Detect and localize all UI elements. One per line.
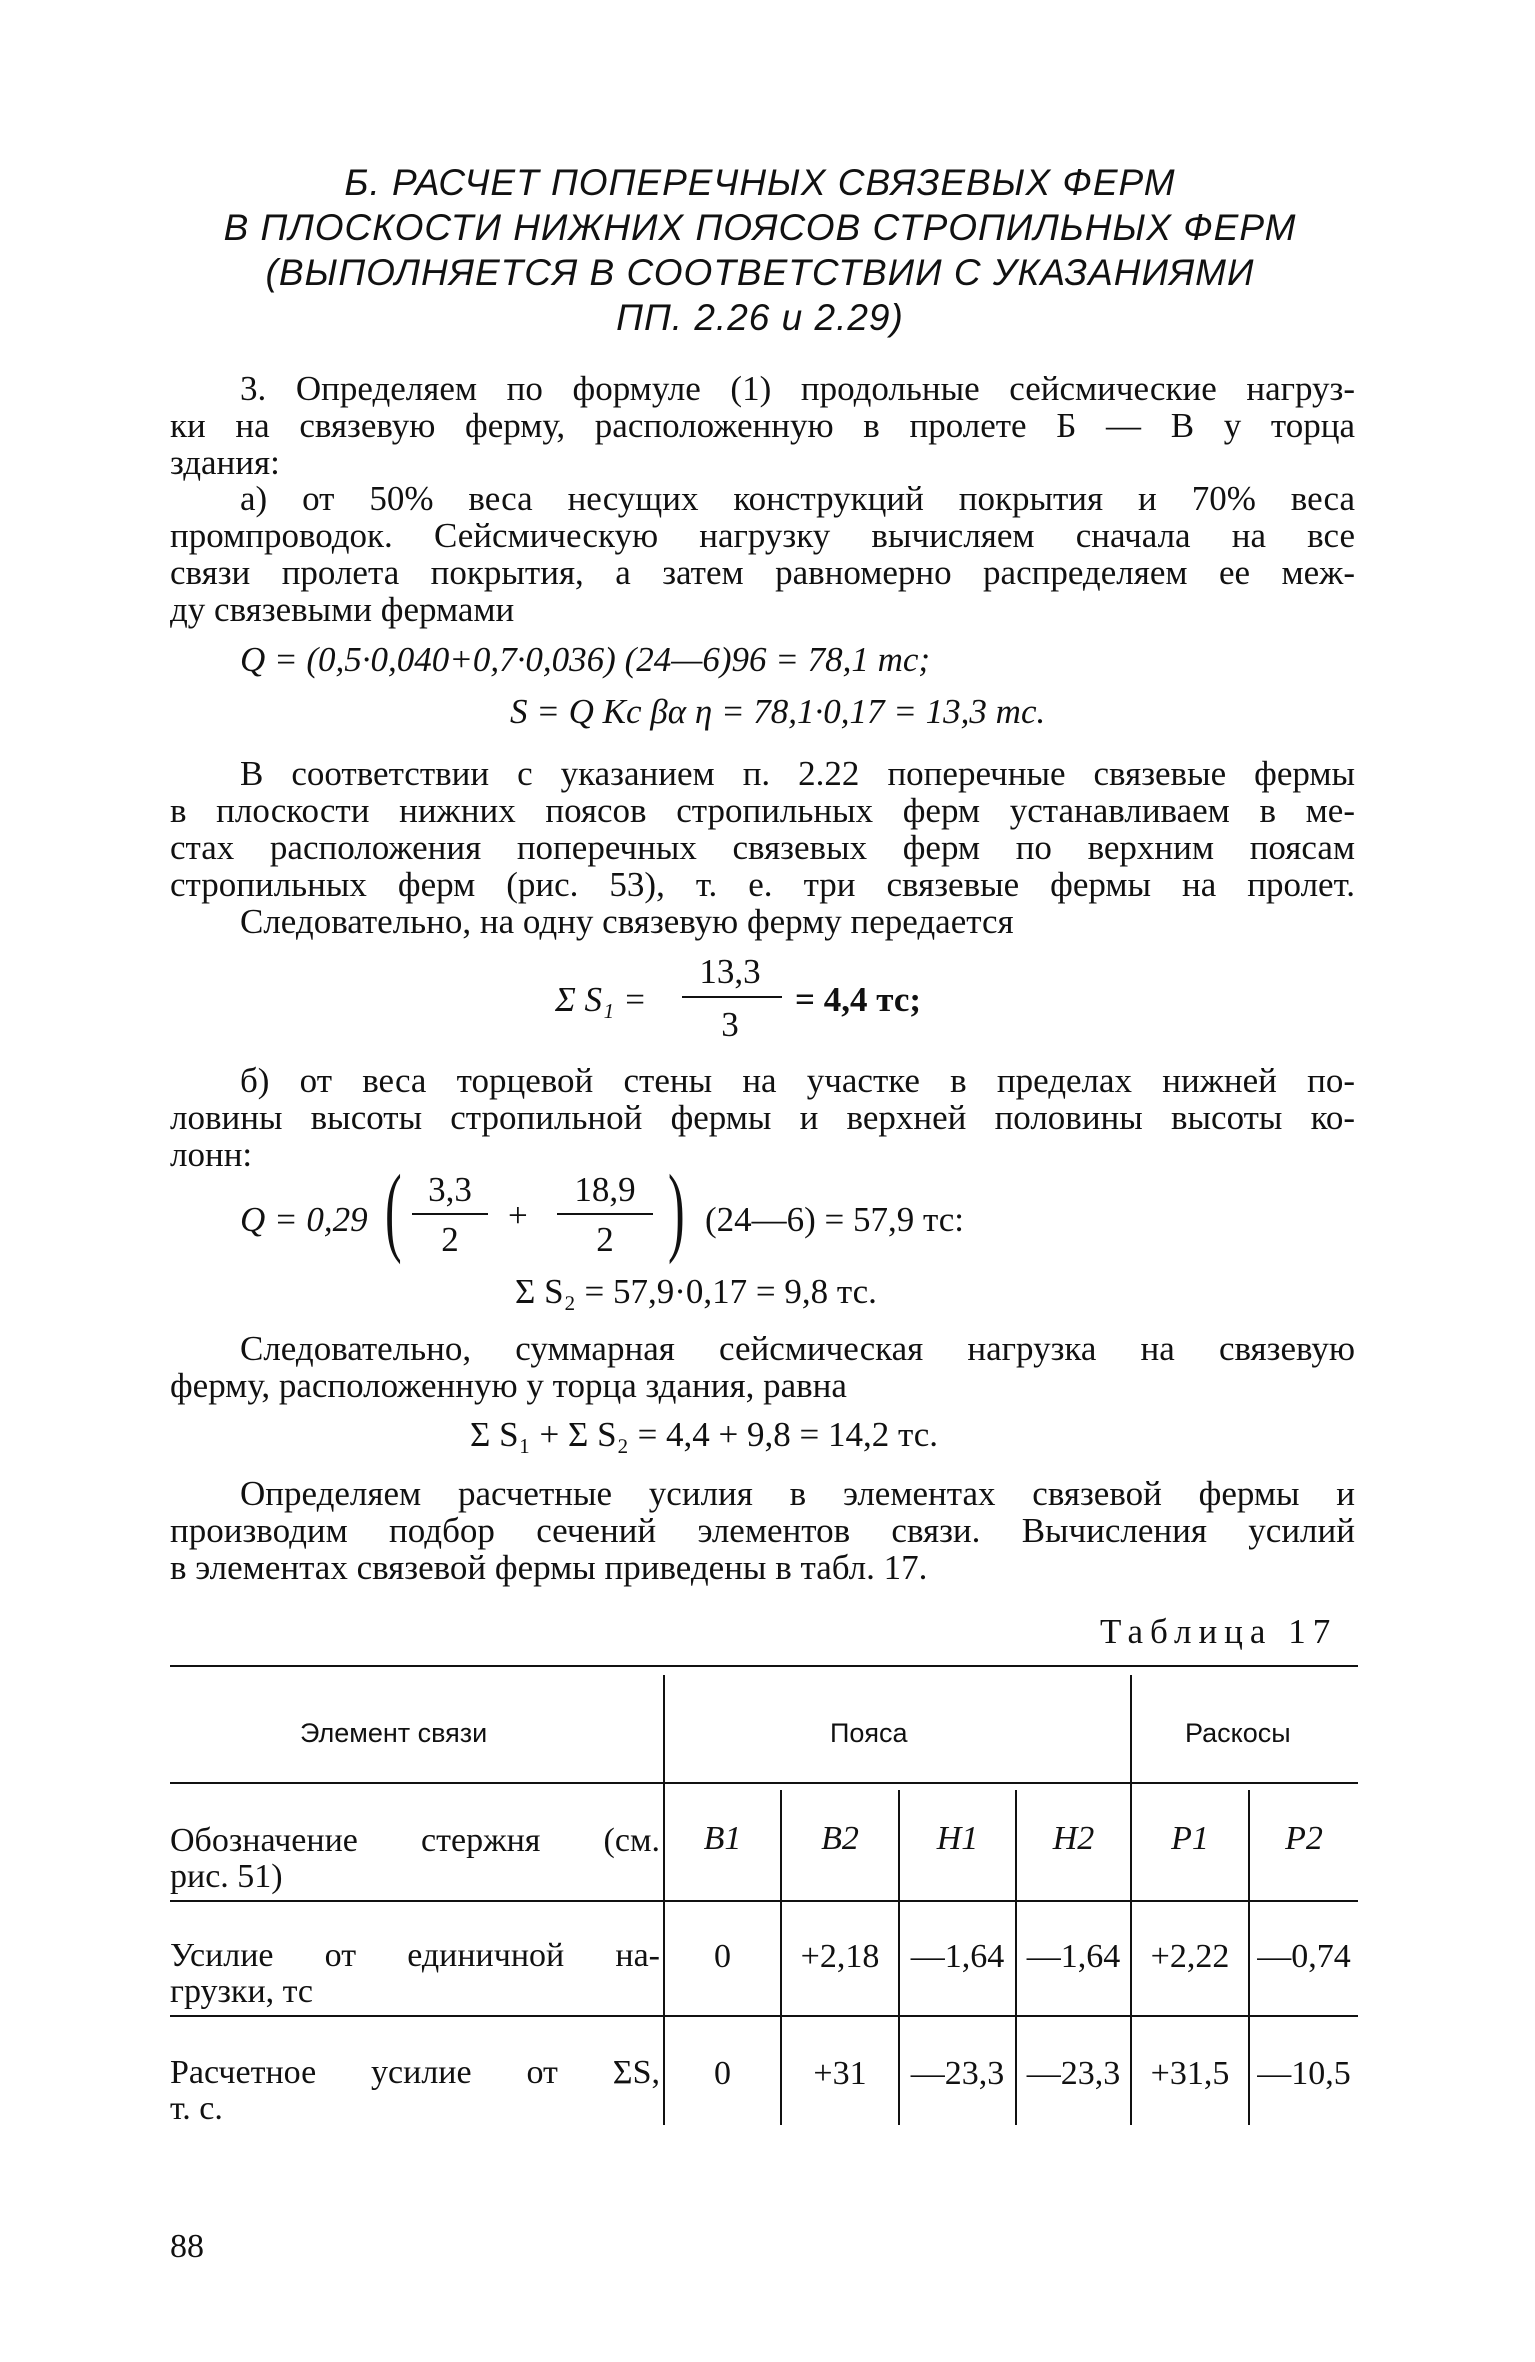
row-label: [170, 2055, 660, 2127]
table-rule: [170, 2015, 1358, 2017]
paragraph-5: [170, 1330, 1355, 1404]
section-heading: [160, 160, 1360, 340]
text-line: ки на связевую ферму, расположенную в пролете Б — В у торца: [170, 406, 1355, 445]
paragraph-4: [170, 1062, 1355, 1173]
fraction-bar: [682, 996, 782, 998]
left-paren: (: [385, 1154, 402, 1265]
heading-line: В ПЛОСКОСТИ НИЖНИХ ПОЯСОВ СТРОПИЛЬНЫХ ФЕРМ: [223, 207, 1297, 248]
table-cell: —0,74: [1257, 1938, 1351, 1975]
text-line: б) от веса торцевой стены на участке в пределах нижней по-: [240, 1061, 1355, 1100]
table-rule: [170, 1782, 1358, 1784]
text-line: 3. Определяем по формуле (1) продольные сейсмические нагруз-: [240, 369, 1355, 408]
formula-q2-den2: 2: [596, 1220, 614, 1259]
formula-q2-lhs: Q = 0,29: [240, 1200, 368, 1239]
table-cell: +2,18: [800, 1938, 880, 1975]
formula-q2-num2: 18,9: [574, 1170, 636, 1209]
table-cell: —23,3: [1026, 2055, 1121, 2092]
header-element: Элемент связи: [300, 1718, 488, 1748]
table-rule: [170, 1665, 1358, 1667]
table-cell: —1,64: [910, 1938, 1005, 1975]
fraction-bar: [557, 1213, 653, 1215]
text-line: в плоскости нижних поясов стропильных ферм устанавливаем в ме-: [170, 791, 1355, 830]
heading-line: ПП. 2.26 и 2.29): [616, 297, 904, 338]
text-line: связи пролета покрытия, а затем равномерно распределяем ее меж-: [170, 553, 1355, 592]
table-cell: —23,3: [910, 2055, 1005, 2092]
formula-q2-num1: 3,3: [428, 1170, 472, 1209]
row-label-line: рис. 51): [170, 1858, 283, 1895]
paragraph-6: [170, 1475, 1355, 1586]
table-cell: Н2: [1052, 1820, 1095, 1857]
row-label-line: т. с.: [170, 2090, 223, 2127]
text-line: ферму, расположенную у торца здания, равна: [170, 1366, 847, 1405]
text-line: Определяем расчетные усилия в элементах связевой фермы и: [240, 1474, 1355, 1513]
header-braces: Раскосы: [1185, 1718, 1291, 1748]
table-cell: В1: [703, 1820, 742, 1857]
formula-q2-rhs: (24—6) = 57,9 тс:: [705, 1200, 965, 1239]
text-line: В соответствии с указанием п. 2.22 поперечные связевые фермы: [240, 754, 1355, 793]
formula-q2-plus: +: [508, 1196, 528, 1235]
row-label-line: Усилие от единичной на-: [170, 1937, 660, 1974]
table-cell: +31: [813, 2055, 867, 2092]
formula-s1-rhs: = 4,4 тс;: [795, 980, 922, 1019]
formula-sum: Σ S₁ + Σ S₂ = 4,4 + 9,8 = 14,2 тс.: [470, 1415, 939, 1454]
row-label-line: Расчетное усилие от ΣS,: [170, 2054, 660, 2091]
formula-s2: Σ S₂ = 57,9·0,17 = 9,8 тс.: [515, 1272, 877, 1311]
table-cell: —10,5: [1257, 2055, 1351, 2092]
text-line: лонн:: [170, 1135, 253, 1174]
table-cell: Н1: [936, 1820, 979, 1857]
text-line: производим подбор сечений элементов связи. Вычисления усилий: [170, 1511, 1355, 1550]
table-caption: Таблица 17: [1100, 1612, 1338, 1651]
table-cell: В2: [821, 1820, 859, 1857]
row-label-line: Обозначение стержня (см.: [170, 1822, 660, 1859]
row-label: [170, 1938, 660, 2010]
text-line: здания:: [170, 443, 280, 482]
table-cell: Р2: [1285, 1820, 1323, 1857]
text-line: ду связевыми фермами: [170, 590, 515, 629]
table-cell: Р1: [1171, 1820, 1209, 1857]
fraction-bar: [412, 1213, 488, 1215]
heading-line: Б. РАСЧЕТ ПОПЕРЕЧНЫХ СВЯЗЕВЫХ ФЕРМ: [344, 162, 1176, 203]
formula-s1-numerator: 13,3: [699, 952, 761, 991]
text-line: промпроводок. Сейсмическую нагрузку вычисляем сначала на все: [170, 516, 1355, 555]
table-rule: [170, 1900, 1358, 1902]
text-line: стах расположения поперечных связевых ферм по верхним поясам: [170, 828, 1355, 867]
page-number: 88: [170, 2228, 204, 2265]
text-line: Следовательно, на одну связевую ферму передается: [240, 902, 1014, 941]
paragraph-2: [170, 480, 1355, 628]
table-cell: +31,5: [1150, 2055, 1230, 2092]
row-label-line: грузки, тс: [170, 1973, 314, 2010]
text-line: а) от 50% веса несущих конструкций покрытия и 70% веса: [240, 479, 1355, 518]
heading-line: (ВЫПОЛНЯЕТСЯ В СООТВЕТСТВИИ С УКАЗАНИЯМИ: [265, 252, 1255, 293]
row-label: [170, 1823, 660, 1895]
formula-s: S = Q Kс βα η = 78,1·0,17 = 13,3 тс.: [510, 692, 1046, 731]
text-line: в элементах связевой фермы приведены в табл. 17.: [170, 1548, 928, 1587]
text-line: Следовательно, суммарная сейсмическая нагрузка на связевую: [240, 1329, 1355, 1368]
paragraph-1: [170, 370, 1355, 481]
text-line: стропильных ферм (рис. 53), т. е. три связевые фермы на пролет.: [170, 865, 1355, 904]
formula-q1: Q = (0,5·0,040+0,7·0,036) (24—6)96 = 78,1 тс;: [240, 640, 931, 679]
formula-q2-den1: 2: [441, 1220, 459, 1259]
table-cell: 0: [714, 2055, 731, 2092]
paragraph-3: [170, 755, 1355, 940]
right-paren: ): [668, 1154, 685, 1265]
formula-s1-denominator: 3: [721, 1005, 739, 1044]
table-cell: 0: [714, 1938, 731, 1975]
table-cell: —1,64: [1026, 1938, 1121, 1975]
formula-s1-lhs: Σ S₁ =: [555, 980, 647, 1019]
text-line: ловины высоты стропильной фермы и верхней половины высоты ко-: [170, 1098, 1355, 1137]
table-cell: +2,22: [1150, 1938, 1230, 1975]
header-belts: Пояса: [830, 1718, 908, 1748]
